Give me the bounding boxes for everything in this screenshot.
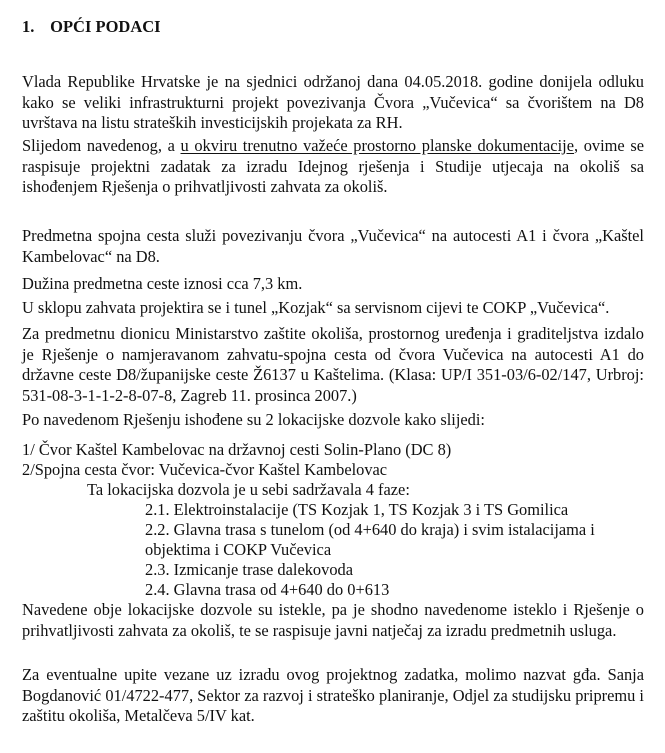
paragraph-project-task-after: , ovime se raspisuje projektni zadatak za izradu Idejnog rješenja i Studije utjecaja na okoliš sa ishođenjem Rješenja o prihvatljivosti zahvata za okoliš. bbox=[22, 136, 645, 196]
paragraph-project-task bbox=[22, 136, 644, 198]
phases-intro: Ta lokacijska dozvola je u sebi sadržavala 4 faze: bbox=[87, 480, 410, 499]
paragraph-government-decision: Vlada Republike Hrvatske je na sjednici održanoj dana 04.05.2018. godine donijela odluku kako se veliki infrastrukturni projekt povezivanja Čvora „Vučevica“ sa čvorištem na D8 uvrštava na listu strateških investicijskih projekata za RH. bbox=[22, 72, 644, 132]
paragraph-tunnel: U sklopu zahvata projektira se i tunel „Kozjak“ sa servisnom cijevi te COKP „Vučevica“. bbox=[22, 298, 610, 317]
section-title: OPĆI PODACI bbox=[50, 17, 161, 36]
section-heading bbox=[22, 17, 161, 37]
permit-item-2: 2/Spojna cesta čvor: Vučevica-čvor Kaštel Kambelovac bbox=[22, 460, 388, 479]
phase-item-2-2: 2.2. Glavna trasa s tunelom (od 4+640 do kraja) i svim istalacijama i bbox=[145, 520, 595, 539]
phase-item-2-2-continued: objektima i COKP Vučevica bbox=[145, 540, 332, 559]
phase-item-2-3: 2.3. Izmicanje trase dalekovoda bbox=[145, 560, 353, 579]
phase-item-2-4: 2.4. Glavna trasa od 4+640 do 0+613 bbox=[145, 580, 390, 599]
paragraph-ministry-decision: Za predmetnu dionicu Ministarstvo zaštite okoliša, prostornog uređenja i graditeljstva izdalo je Rješenje o namjeravanom zahvatu-spojna cesta od čvora Vučevica na autocesti A1 do državne ceste D8/županijske ceste Ž6137 u Kaštelima. (Klasa: UP/I 351-03/6-02/147, Urbroj: 531-08-3-1-1-2-8-07-8, Zagreb 11. prosinca 2007.) bbox=[22, 324, 644, 405]
permit-item-1: 1/ Čvor Kaštel Kambelovac na državnoj cesti Solin-Plano (DC 8) bbox=[22, 440, 452, 459]
paragraph-contact-info: Za eventualne upite vezane uz izradu ovog projektnog zadatka, molimo nazvat gđa. Sanja Bogdanović 01/4722-477, Sektor za razvoj i strateško planiranje, Odjel za studijsku pripremu i zaštitu okoliša, Metalčeva 5/IV kat. bbox=[22, 665, 644, 725]
phase-item-2-1: 2.1. Elektroinstalacije (TS Kozjak 1, TS Kozjak 3 i TS Gomilica bbox=[145, 500, 569, 519]
paragraph-location-permits: Po navedenom Rješenju ishođene su 2 lokacijske dozvole kako slijedi: bbox=[22, 410, 485, 429]
paragraph-road-length: Dužina predmetna ceste iznosi cca 7,3 km. bbox=[22, 274, 303, 293]
underlined-planning-documentation: u okviru trenutno važeće prostorno planske dokumentacije bbox=[180, 136, 574, 155]
paragraph-road-purpose: Predmetna spojna cesta služi povezivanju čvora „Vučevica“ na autocesti A1 i čvora „Kaštel Kambelovac“ na D8. bbox=[22, 226, 644, 266]
paragraph-permits-expired: Navedene obje lokacijske dozvole su istekle, pa je shodno navedenome isteklo i Rješenje o prihvatljivosti zahvata za okoliš, te se raspisuje javni natječaj za izradu predmetnih usluga. bbox=[22, 600, 644, 640]
section-number: 1. bbox=[22, 17, 35, 36]
paragraph-project-task-before: Slijedom navedenog, a bbox=[22, 136, 181, 155]
